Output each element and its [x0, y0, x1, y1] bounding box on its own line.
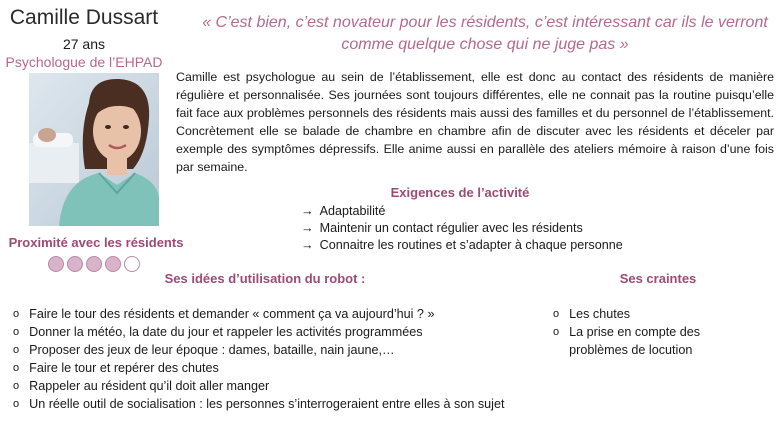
- arrow-icon: →: [301, 221, 314, 235]
- fears-list: [553, 305, 723, 359]
- circle-bullet-icon: o: [13, 344, 20, 356]
- circle-bullet-icon: o: [553, 308, 560, 320]
- list-item: o Un réelle outil de socialisation : les personnes s’interrogeraient entre elles à son sujet: [13, 397, 505, 411]
- arrow-icon: →: [301, 238, 314, 252]
- persona-role: Psychologue de l’EHPAD: [5, 54, 163, 70]
- requirements-list: [301, 203, 623, 254]
- list-item: o Rappeler au résident qu’il doit aller manger: [13, 379, 270, 393]
- list-item: o Donner la météo, la date du jour et rappeler les activités programmées: [13, 325, 423, 339]
- rating-dot: [67, 256, 83, 272]
- arrow-icon: →: [301, 204, 314, 218]
- requirements-title: Exigences de l’activité: [390, 185, 530, 200]
- fears-title: Ses craintes: [619, 271, 697, 286]
- circle-bullet-icon: o: [13, 380, 20, 392]
- list-item: o Les chutes: [553, 307, 631, 321]
- persona-photo: [29, 73, 159, 226]
- circle-bullet-icon: o: [13, 326, 20, 338]
- rating-dot: [105, 256, 121, 272]
- persona-age: 27 ans: [62, 36, 106, 52]
- persona-description: Camille est psychologue au sein de l’établissement, elle est donc au contact des résidents de manière régulière et personnalisée. Ses journées sont toujours différentes, elle ne connait pas la routine puisqu’elle fait face aux problèmes personnels des résidents mais aussi des familles et du personnel de l’établissement. Concrètement elle se balade de chambre en chambre afin de discuter avec les résidents et déceler par exemple des symptômes dépressifs. Elle anime aussi en parallèle des ateliers mémoire à raison d’une fois par semaine.: [176, 70, 774, 174]
- rating-dot: [48, 256, 64, 272]
- circle-bullet-icon: o: [13, 398, 20, 410]
- list-item: o Proposer des jeux de leur époque : dames, bataille, nain jaune,…: [13, 343, 395, 357]
- list-item: → Maintenir un contact régulier avec les résidents: [301, 221, 583, 235]
- proximity-label: Proximité avec les résidents: [8, 235, 184, 250]
- ideas-title: Ses idées d’utilisation du robot :: [164, 271, 366, 286]
- persona-quote: « C’est bien, c’est novateur pour les résidents, c’est intéressant car ils le verront comme quelque chose qui ne juge pas »: [202, 14, 768, 53]
- list-item: → Connaitre les routines et s’adapter à chaque personne: [301, 238, 623, 252]
- ideas-list: [13, 305, 523, 413]
- persona-name: Camille Dussart: [9, 6, 159, 29]
- circle-bullet-icon: o: [13, 362, 20, 374]
- proximity-rating: [48, 256, 140, 272]
- list-item: o La prise en compte des problèmes de locution: [553, 325, 701, 357]
- list-item: → Adaptabilité: [301, 204, 386, 218]
- circle-bullet-icon: o: [553, 326, 560, 338]
- rating-dot: [86, 256, 102, 272]
- list-item: o Faire le tour des résidents et demander « comment ça va aujourd’hui ? »: [13, 307, 435, 321]
- list-item: o Faire le tour et repérer des chutes: [13, 361, 219, 375]
- rating-dot: [124, 256, 140, 272]
- circle-bullet-icon: o: [13, 308, 20, 320]
